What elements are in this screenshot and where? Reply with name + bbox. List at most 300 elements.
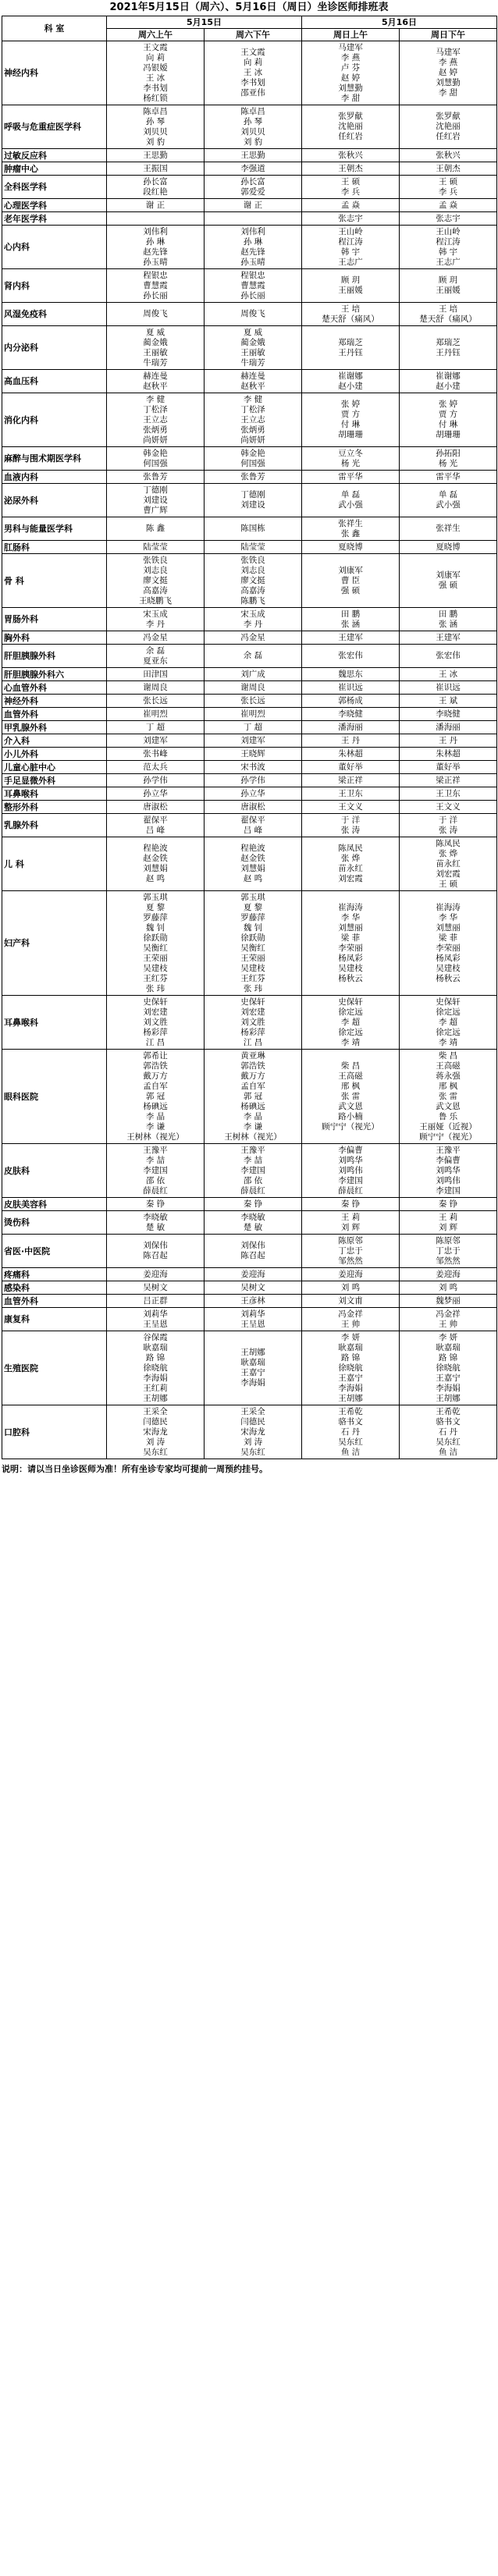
dept-name: 麻醉与围术期医学科	[2, 447, 107, 471]
doctor-name: 宋玉成	[143, 609, 168, 619]
doctor-name: 李 丹	[243, 619, 263, 629]
session-cell	[205, 393, 302, 447]
dept-name: 消化内科	[2, 393, 107, 447]
doctor-name: 王嘉宁	[240, 1368, 265, 1377]
doctor-name: 王文霞	[240, 48, 265, 57]
session-cell	[400, 1405, 497, 1459]
session-cell	[302, 1331, 400, 1405]
session-cell	[302, 393, 400, 447]
session-cell	[107, 447, 205, 471]
doctor-name: 吴东红	[436, 1437, 461, 1447]
session-cell	[107, 1144, 205, 1198]
doctor-name: 陈原邻	[338, 1235, 363, 1245]
dept-name: 烫伤科	[2, 1211, 107, 1235]
session-cell	[107, 149, 205, 162]
dept-name: 心血管外科	[2, 681, 107, 695]
doctor-name: 刘建设	[240, 500, 265, 510]
session-cell	[302, 631, 400, 645]
session-cell	[205, 708, 302, 721]
session-cell	[205, 1331, 302, 1405]
dept-name: 风湿免疫科	[2, 303, 107, 326]
session-cell	[107, 1211, 205, 1235]
session-cell	[302, 471, 400, 484]
session-cell	[107, 774, 205, 787]
dept-name: 血液内科	[2, 471, 107, 484]
session-cell	[302, 891, 400, 996]
doctor-name: 王采全	[143, 1406, 168, 1416]
session-cell	[400, 370, 497, 393]
schedule-row	[2, 631, 497, 645]
doctor-name: 梁正祥	[436, 775, 461, 785]
doctor-name: 李 靖	[340, 1037, 361, 1047]
doctor-name: 吴衡红	[143, 943, 168, 953]
dept-name: 耳鼻喉科	[2, 996, 107, 1050]
doctor-name: 闫德民	[143, 1416, 168, 1427]
doctor-name: 翟保平	[143, 815, 168, 825]
session-cell	[400, 1308, 497, 1331]
doctor-name: 廖文挺	[240, 575, 265, 585]
doctor-name: 徐定远	[436, 1007, 461, 1017]
schedule-row	[2, 891, 497, 996]
doctor-name: 薛晨红	[240, 1185, 265, 1196]
doctor-name: 王卫东	[436, 788, 461, 798]
doctor-name: 丁德刚	[143, 485, 168, 495]
doctor-name: 高嘉涛	[143, 585, 168, 595]
session-cell	[302, 837, 400, 891]
session-cell	[205, 1211, 302, 1235]
doctor-name: 朱林超	[338, 748, 363, 759]
doctor-name: 刘建军	[143, 735, 168, 745]
session-cell	[400, 645, 497, 668]
session-cell	[205, 199, 302, 212]
session-cell	[400, 554, 497, 608]
doctor-name: 张 烨	[340, 854, 361, 863]
doctor-name: 李晓健	[436, 709, 461, 719]
doctor-name: 杨碘远	[240, 1101, 265, 1111]
session-cell	[400, 162, 497, 176]
session-cell	[302, 162, 400, 176]
doctor-name: 赵 婷	[340, 73, 361, 83]
doctor-name: 杨秋云	[436, 973, 461, 983]
session-cell	[302, 199, 400, 212]
doctor-name: 张铁良	[240, 555, 265, 565]
doctor-name: 赵秋平	[240, 381, 265, 391]
doctor-name: 黄亚琳	[240, 1050, 265, 1061]
session-cell	[400, 1331, 497, 1405]
doctor-name: 尚妍妍	[143, 435, 168, 445]
schedule-row	[2, 554, 497, 608]
doctor-name: 张炳勇	[240, 425, 265, 435]
doctor-name: 丁松泽	[240, 404, 265, 414]
doctor-name: 陈凤民	[338, 844, 363, 853]
doctor-name: 陈凤民	[436, 838, 461, 848]
doctor-name: 牛瑞芳	[240, 357, 265, 368]
dept-name: 乳腺外科	[2, 814, 107, 837]
doctor-name: 顾宁宁（视光）	[322, 1121, 379, 1132]
schedule-row	[2, 774, 497, 787]
doctor-name: 史保轩	[240, 997, 265, 1007]
doctor-name: 顾 玥	[340, 275, 361, 285]
doctor-name: 姜迎海	[338, 1269, 363, 1279]
session-cell	[302, 212, 400, 226]
session-cell	[107, 814, 205, 837]
doctor-name: 潘海丽	[338, 722, 363, 732]
session-cell	[205, 105, 302, 149]
session-cell	[205, 668, 302, 681]
doctor-name: 周俊飞	[240, 309, 265, 318]
doctor-name: 崔明烈	[240, 709, 265, 719]
session-cell	[107, 370, 205, 393]
session-cell	[205, 471, 302, 484]
doctor-name: 谢周良	[143, 682, 168, 692]
doctor-name: 刘建军	[240, 735, 265, 745]
session-cell	[205, 631, 302, 645]
schedule-row	[2, 787, 497, 801]
doctor-name: 杨秋云	[338, 973, 363, 983]
dept-name: 耳鼻喉科	[2, 787, 107, 801]
doctor-name: 王彦林	[240, 1295, 265, 1306]
schedule-row	[2, 1235, 497, 1268]
doctor-name: 邵 依	[145, 1175, 165, 1185]
doctor-name: 程江涛	[338, 236, 363, 247]
schedule-row	[2, 105, 497, 149]
session-cell	[107, 393, 205, 447]
doctor-name: 张 婷	[340, 400, 361, 409]
doctor-name: 刘宏霞	[436, 869, 461, 879]
session-cell	[205, 734, 302, 748]
doctor-name: 戴万方	[143, 1071, 168, 1081]
doctor-name: 刘莉华	[143, 1309, 168, 1319]
session-cell	[107, 105, 205, 149]
session-cell	[400, 787, 497, 801]
doctor-name: 王 硕	[438, 879, 458, 889]
doctor-name: 李晓敏	[240, 1212, 265, 1222]
doctor-name: 杨红锁	[143, 93, 168, 103]
doctor-name: 崔谢娜	[436, 371, 461, 381]
session-cell	[205, 837, 302, 891]
doctor-name: 王丽敏	[143, 347, 168, 357]
doctor-name: 李书划	[240, 78, 265, 87]
doctor-name: 赫连曼	[240, 371, 265, 381]
doctor-name: 王丹钰	[436, 347, 461, 357]
schedule-row	[2, 1268, 497, 1281]
doctor-name: 崔海涛	[338, 902, 363, 912]
doctor-name: 姜迎海	[436, 1269, 461, 1279]
doctor-name: 夏晓博	[436, 542, 461, 552]
session-cell	[107, 695, 205, 708]
doctor-name: 吴东红	[240, 1447, 265, 1457]
doctor-name: 冯银嫒	[143, 62, 168, 73]
session-cell	[107, 996, 205, 1050]
session-cell	[302, 708, 400, 721]
doctor-name: 赵小建	[338, 381, 363, 391]
dept-name: 感染科	[2, 1281, 107, 1295]
doctor-name: 郭希让	[143, 1050, 168, 1061]
doctor-name: 曹慧霞	[143, 280, 168, 290]
session-cell	[400, 1211, 497, 1235]
doctor-name: 蔺金娥	[240, 337, 265, 347]
session-cell	[302, 1268, 400, 1281]
doctor-name: 刘贝贝	[240, 126, 265, 137]
doctor-name: 苗永红	[436, 858, 461, 869]
doctor-name: 韩 宇	[438, 247, 458, 257]
doctor-name: 潘海丽	[436, 722, 461, 732]
doctor-name: 刘建设	[143, 495, 168, 505]
session-cell	[302, 226, 400, 269]
doctor-name: 宋书波	[240, 762, 265, 772]
doctor-name: 谢 正	[243, 200, 263, 210]
doctor-name: 李 丹	[145, 619, 165, 629]
session-cell	[107, 608, 205, 631]
schedule-row	[2, 484, 497, 517]
session-cell	[205, 1281, 302, 1295]
doctor-name: 陈召起	[240, 1251, 265, 1260]
doctor-name: 丁 超	[145, 722, 165, 732]
session-cell	[400, 734, 497, 748]
dept-name: 儿 科	[2, 837, 107, 891]
doctor-name: 陈 鑫	[145, 524, 165, 533]
doctor-name: 魏 钊	[145, 922, 165, 933]
dept-name: 妇产科	[2, 891, 107, 996]
doctor-name: 杨 光	[438, 458, 458, 468]
doctor-name: 杨 光	[340, 458, 361, 468]
session-cell	[302, 105, 400, 149]
session-cell	[107, 1198, 205, 1211]
doctor-name: 王 莉	[340, 1212, 361, 1222]
dept-name: 神经内科	[2, 41, 107, 105]
session-cell	[205, 149, 302, 162]
session-cell	[107, 554, 205, 608]
dept-name: 甲乳腺外科	[2, 721, 107, 734]
doctor-name: 李 晶	[243, 1111, 263, 1121]
doctor-name: 吴建枝	[338, 963, 363, 973]
session-cell	[400, 631, 497, 645]
session-cell	[302, 1295, 400, 1308]
schedule-row	[2, 668, 497, 681]
doctor-name: 李荣丽	[436, 943, 461, 953]
session-cell	[400, 761, 497, 774]
doctor-name: 郭 冠	[243, 1091, 263, 1101]
session-cell	[302, 1144, 400, 1198]
schedule-row	[2, 801, 497, 814]
doctor-name: 丁 超	[243, 722, 263, 732]
doctor-name: 路 锦	[340, 1352, 361, 1363]
doctor-name: 田 鹏	[438, 609, 458, 619]
doctor-name: 丁忠于	[436, 1245, 461, 1256]
doctor-name: 曹广辉	[143, 505, 168, 515]
session-cell	[107, 1331, 205, 1405]
doctor-name: 张鲁芳	[143, 471, 168, 481]
doctor-name: 王豫平	[240, 1145, 265, 1155]
session-cell	[400, 105, 497, 149]
doctor-name: 李建国	[338, 1175, 363, 1185]
dept-name: 生殖医院	[2, 1331, 107, 1405]
doctor-name: 余 磊	[145, 645, 165, 656]
doctor-name: 张书峰	[143, 748, 168, 759]
session-cell	[400, 176, 497, 199]
doctor-name: 程艳波	[143, 844, 168, 853]
doctor-name: 赵先锋	[240, 247, 265, 257]
doctor-name: 石 丹	[340, 1427, 361, 1437]
doctor-name: 付 琳	[438, 420, 458, 429]
doctor-name: 夏 黎	[145, 902, 165, 912]
doctor-name: 魏思东	[338, 669, 363, 679]
session-cell	[302, 541, 400, 554]
doctor-name: 赵 婷	[438, 68, 458, 77]
doctor-name: 陆莹莹	[240, 542, 265, 552]
doctor-name: 孙 琴	[243, 116, 263, 126]
schedule-table	[2, 16, 497, 1459]
doctor-name: 王 帅	[438, 1319, 458, 1329]
doctor-name: 范太兵	[143, 762, 168, 772]
doctor-name: 张长远	[240, 695, 265, 705]
doctor-name: 郭浩铁	[240, 1061, 265, 1071]
doctor-name: 宋海龙	[143, 1427, 168, 1437]
doctor-name: 杨碘远	[143, 1101, 168, 1111]
session-cell	[400, 484, 497, 517]
schedule-row	[2, 1308, 497, 1331]
session-cell	[400, 681, 497, 695]
session-cell	[107, 199, 205, 212]
doctor-name: 李 晶	[145, 1111, 165, 1121]
doctor-name: 贾 方	[340, 410, 361, 419]
doctor-name: 张 婷	[438, 400, 458, 409]
doctor-name: 程江涛	[436, 236, 461, 247]
schedule-row	[2, 708, 497, 721]
session-cell	[302, 761, 400, 774]
doctor-name: 孙立华	[240, 788, 265, 798]
doctor-name: 王胡娜	[436, 1393, 461, 1403]
schedule-row	[2, 370, 497, 393]
doctor-name: 李 喆	[243, 1155, 263, 1165]
doctor-name: 刘 涛	[243, 1437, 263, 1447]
doctor-name: 张罗献	[338, 112, 363, 121]
doctor-name: 楚天舒（痛风）	[419, 314, 477, 324]
schedule-row	[2, 748, 497, 761]
dept-name: 手足显微外科	[2, 774, 107, 787]
doctor-name: 刘伟利	[143, 226, 168, 236]
dept-name: 肛肠科	[2, 541, 107, 554]
doctor-name: 王 冰	[145, 73, 165, 83]
session-cell	[302, 774, 400, 787]
doctor-name: 楚 敏	[243, 1222, 263, 1232]
doctor-name: 牛瑞芳	[143, 357, 168, 368]
session-cell	[302, 517, 400, 541]
doctor-name: 王呈恩	[240, 1319, 265, 1329]
dept-name: 神经外科	[2, 695, 107, 708]
session-cell	[400, 212, 497, 226]
doctor-name: 刘广成	[240, 669, 265, 679]
dept-name: 疼痛科	[2, 1268, 107, 1281]
doctor-name: 张 涵	[340, 619, 361, 629]
doctor-name: 王丽媛	[338, 286, 363, 295]
doctor-name: 邢 枫	[438, 1081, 458, 1091]
doctor-name: 武小强	[436, 500, 461, 510]
session-cell	[302, 1235, 400, 1268]
doctor-name: 韩金艳	[240, 448, 265, 458]
doctor-name: 王思勤	[240, 150, 265, 160]
session-cell	[302, 668, 400, 681]
session-cell	[205, 484, 302, 517]
session-cell	[205, 1144, 302, 1198]
doctor-name: 豆立冬	[338, 448, 363, 458]
doctor-name: 李荣丽	[338, 943, 363, 953]
doctor-name: 杨凤彩	[338, 953, 363, 963]
session-cell	[302, 1281, 400, 1295]
doctor-name: 徐晓航	[436, 1363, 461, 1373]
dept-name: 整形外科	[2, 801, 107, 814]
schedule-row	[2, 162, 497, 176]
header-dept: 科 室	[2, 16, 107, 41]
doctor-name: 李 甜	[340, 93, 361, 103]
session-cell	[107, 1295, 205, 1308]
footnote: 说明：请以当日坐诊医师为准！所有坐诊专家均可提前一周预约挂号。	[2, 1464, 268, 1474]
session-cell	[302, 303, 400, 326]
doctor-name: 周俊飞	[143, 309, 168, 318]
session-cell	[205, 1295, 302, 1308]
doctor-name: 刘 豹	[145, 137, 165, 147]
doctor-name: 王红芬	[240, 973, 265, 983]
doctor-name: 韩金艳	[143, 448, 168, 458]
doctor-name: 陆莹莹	[143, 542, 168, 552]
header-session-3: 周日上午	[302, 29, 400, 41]
doctor-name: 王志广	[338, 257, 363, 267]
schedule-row	[2, 517, 497, 541]
session-cell	[107, 212, 205, 226]
doctor-name: 唐淑松	[143, 801, 168, 812]
doctor-name: 冯金祥	[436, 1309, 461, 1319]
session-cell	[205, 645, 302, 668]
doctor-name: 王思勤	[143, 150, 168, 160]
doctor-name: 吴东红	[143, 1447, 168, 1457]
doctor-name: 郭浩铁	[143, 1061, 168, 1071]
doctor-name: 罗藤萍	[240, 912, 265, 922]
doctor-name: 闫德民	[240, 1416, 265, 1427]
doctor-name: 沈艳丽	[436, 122, 461, 131]
doctor-name: 姜迎海	[143, 1269, 168, 1279]
session-cell	[400, 1295, 497, 1308]
session-cell	[302, 484, 400, 517]
doctor-name: 马建军	[338, 42, 363, 52]
doctor-name: 李建国	[436, 1185, 461, 1196]
doctor-name: 刘鸣华	[436, 1165, 461, 1175]
session-cell	[400, 1268, 497, 1281]
doctor-name: 赵先锋	[143, 247, 168, 257]
doctor-name: 王文义	[436, 801, 461, 812]
session-cell	[400, 608, 497, 631]
doctor-name: 王山岭	[338, 226, 363, 236]
doctor-name: 蔺金娥	[143, 337, 168, 347]
doctor-name: 董好举	[338, 762, 363, 772]
doctor-name: 武文恩	[436, 1101, 461, 1111]
doctor-name: 孙长富	[240, 176, 265, 187]
doctor-name: 顾宁宁（视光）	[419, 1132, 477, 1142]
session-cell	[302, 1050, 400, 1144]
doctor-name: 楚 敏	[145, 1222, 165, 1232]
session-cell	[400, 517, 497, 541]
dept-name: 口腔科	[2, 1405, 107, 1459]
doctor-name: 郭玉琪	[240, 892, 265, 902]
doctor-name: 刘莉华	[240, 1309, 265, 1319]
doctor-name: 李 燕	[438, 58, 458, 67]
doctor-name: 耿嘉瑞	[240, 1358, 265, 1367]
session-cell	[107, 668, 205, 681]
doctor-name: 孙 琳	[145, 236, 165, 247]
schedule-row	[2, 1331, 497, 1405]
schedule-row	[2, 393, 497, 447]
doctor-name: 陈卓昌	[143, 106, 168, 116]
session-cell	[107, 631, 205, 645]
